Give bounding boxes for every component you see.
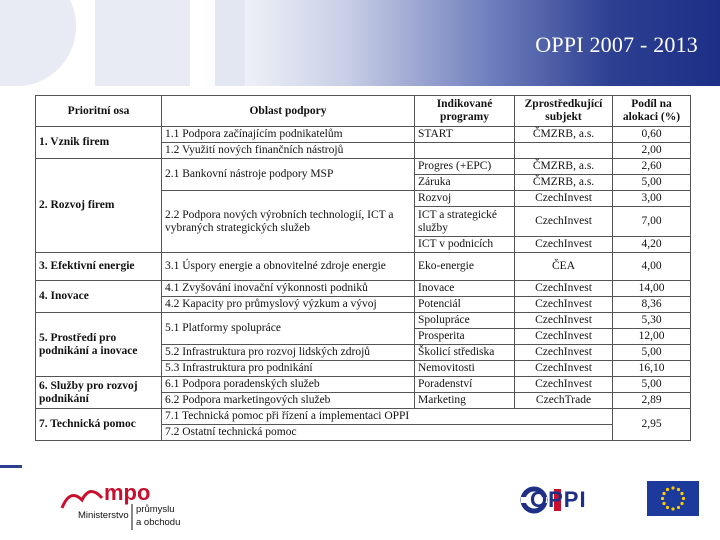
subjekt-cell — [515, 143, 613, 159]
eu-flag-icon — [647, 481, 699, 516]
header-oblast-podpory: Oblast podpory — [162, 96, 415, 127]
mpo-line-prumyslu: průmyslu — [136, 504, 175, 515]
oblast-cell: 1.1 Podpora začínajícím podnikatelům — [162, 127, 415, 143]
program-cell: ICT a strategické služby — [415, 207, 515, 237]
podil-cell: 3,00 — [613, 191, 691, 207]
podil-cell: 2,95 — [613, 409, 691, 441]
oblast-cell: 6.2 Podpora marketingových služeb — [162, 393, 415, 409]
table-row — [36, 253, 691, 281]
program-cell: Potenciál — [415, 297, 515, 313]
svg-text:mpo: mpo — [104, 480, 151, 505]
podil-cell: 4,20 — [613, 237, 691, 253]
subjekt-cell: ČEA — [515, 253, 613, 281]
oblast-cell: 4.2 Kapacity pro průmyslový výzkum a vývoj — [162, 297, 415, 313]
podil-cell: 5,30 — [613, 313, 691, 329]
header-podil: Podíl na alokaci (%) — [613, 96, 691, 127]
osa-cell: 7. Technická pomoc — [36, 409, 162, 441]
mpo-line-obchodu: a obchodu — [136, 517, 181, 528]
oblast-cell: 2.1 Bankovní nástroje podpory MSP — [162, 159, 415, 191]
oblast-cell: 3.1 Úspory energie a obnovitelné zdroje energie — [162, 253, 415, 281]
podil-cell: 16,10 — [613, 361, 691, 377]
podil-cell: 4,00 — [613, 253, 691, 281]
mpo-line-ministerstvo: Ministerstvo — [78, 510, 129, 521]
oblast-cell: 6.1 Podpora poradenských služeb — [162, 377, 415, 393]
program-cell: Rozvoj — [415, 191, 515, 207]
program-cell: Poradenství — [415, 377, 515, 393]
program-cell: Progres (+EPC) — [415, 159, 515, 175]
subjekt-cell: CzechInvest — [515, 377, 613, 393]
podil-cell: 2,60 — [613, 159, 691, 175]
program-cell: Inovace — [415, 281, 515, 297]
subjekt-cell: CzechInvest — [515, 191, 613, 207]
subjekt-cell: CzechInvest — [515, 313, 613, 329]
table-row — [36, 281, 691, 297]
osa-cell: 2. Rozvoj firem — [36, 159, 162, 253]
oblast-cell: 7.1 Technická pomoc při řízení a implementaci OPPI — [162, 409, 613, 425]
program-cell: Záruka — [415, 175, 515, 191]
subjekt-cell: CzechTrade — [515, 393, 613, 409]
table-row — [36, 377, 691, 393]
subjekt-cell: ČMZRB, a.s. — [515, 175, 613, 191]
podil-cell: 5,00 — [613, 345, 691, 361]
header-zprostredkujici-subjekt: Zprostředkující subjekt — [515, 96, 613, 127]
oblast-cell: 1.2 Využití nových finančních nástrojů — [162, 143, 415, 159]
subjekt-cell: CzechInvest — [515, 345, 613, 361]
table-header-row — [36, 96, 691, 127]
program-cell: Eko-energie — [415, 253, 515, 281]
podil-cell: 2,00 — [613, 143, 691, 159]
podil-cell: 0,60 — [613, 127, 691, 143]
podil-cell: 12,00 — [613, 329, 691, 345]
podil-cell: 2,89 — [613, 393, 691, 409]
subjekt-cell: ČMZRB, a.s. — [515, 159, 613, 175]
podil-cell: 5,00 — [613, 175, 691, 191]
osa-cell: 6. Služby pro rozvoj podnikání — [36, 377, 162, 409]
oppi-table — [35, 95, 691, 441]
header-indikovane-programy: Indikované programy — [415, 96, 515, 127]
osa-cell: 5. Prostředí pro podnikání a inovace — [36, 313, 162, 377]
oblast-cell: 7.2 Ostatní technická pomoc — [162, 425, 613, 441]
table-row — [36, 313, 691, 329]
table-row — [36, 127, 691, 143]
program-cell — [415, 143, 515, 159]
osa-cell: 3. Efektivní energie — [36, 253, 162, 281]
subjekt-cell: ČMZRB, a.s. — [515, 127, 613, 143]
oblast-cell: 4.1 Zvyšování inovační výkonnosti podniků — [162, 281, 415, 297]
header-prioritni-osa: Prioritní osa — [36, 96, 162, 127]
left-divider — [0, 465, 22, 468]
program-cell: Marketing — [415, 393, 515, 409]
oblast-cell: 5.1 Platformy spolupráce — [162, 313, 415, 345]
oblast-cell: 2.2 Podpora nových výrobních technologií, ICT a vybraných strategických služeb — [162, 191, 415, 253]
podil-cell: 7,00 — [613, 207, 691, 237]
program-cell: Prosperita — [415, 329, 515, 345]
table-row — [36, 409, 691, 425]
oblast-cell: 5.3 Infrastruktura pro podnikání — [162, 361, 415, 377]
subjekt-cell: CzechInvest — [515, 207, 613, 237]
podil-cell: 14,00 — [613, 281, 691, 297]
oppi-brand-text: OPPI — [530, 487, 587, 512]
oblast-cell: 5.2 Infrastruktura pro rozvoj lidských zdrojů — [162, 345, 415, 361]
program-cell: ICT v podnicích — [415, 237, 515, 253]
osa-cell: 1. Vznik firem — [36, 127, 162, 159]
program-cell: START — [415, 127, 515, 143]
subjekt-cell: CzechInvest — [515, 297, 613, 313]
table-row — [36, 159, 691, 175]
page-title: OPPI 2007 - 2013 — [535, 32, 698, 57]
subjekt-cell: CzechInvest — [515, 361, 613, 377]
podil-cell: 5,00 — [613, 377, 691, 393]
program-cell: Nemovitosti — [415, 361, 515, 377]
subjekt-cell: CzechInvest — [515, 237, 613, 253]
osa-cell: 4. Inovace — [36, 281, 162, 313]
subjekt-cell: CzechInvest — [515, 329, 613, 345]
header-logo-shape — [0, 0, 300, 86]
subjekt-cell: CzechInvest — [515, 281, 613, 297]
program-cell: Spolupráce — [415, 313, 515, 329]
podil-cell: 8,36 — [613, 297, 691, 313]
program-cell: Školicí střediska — [415, 345, 515, 361]
